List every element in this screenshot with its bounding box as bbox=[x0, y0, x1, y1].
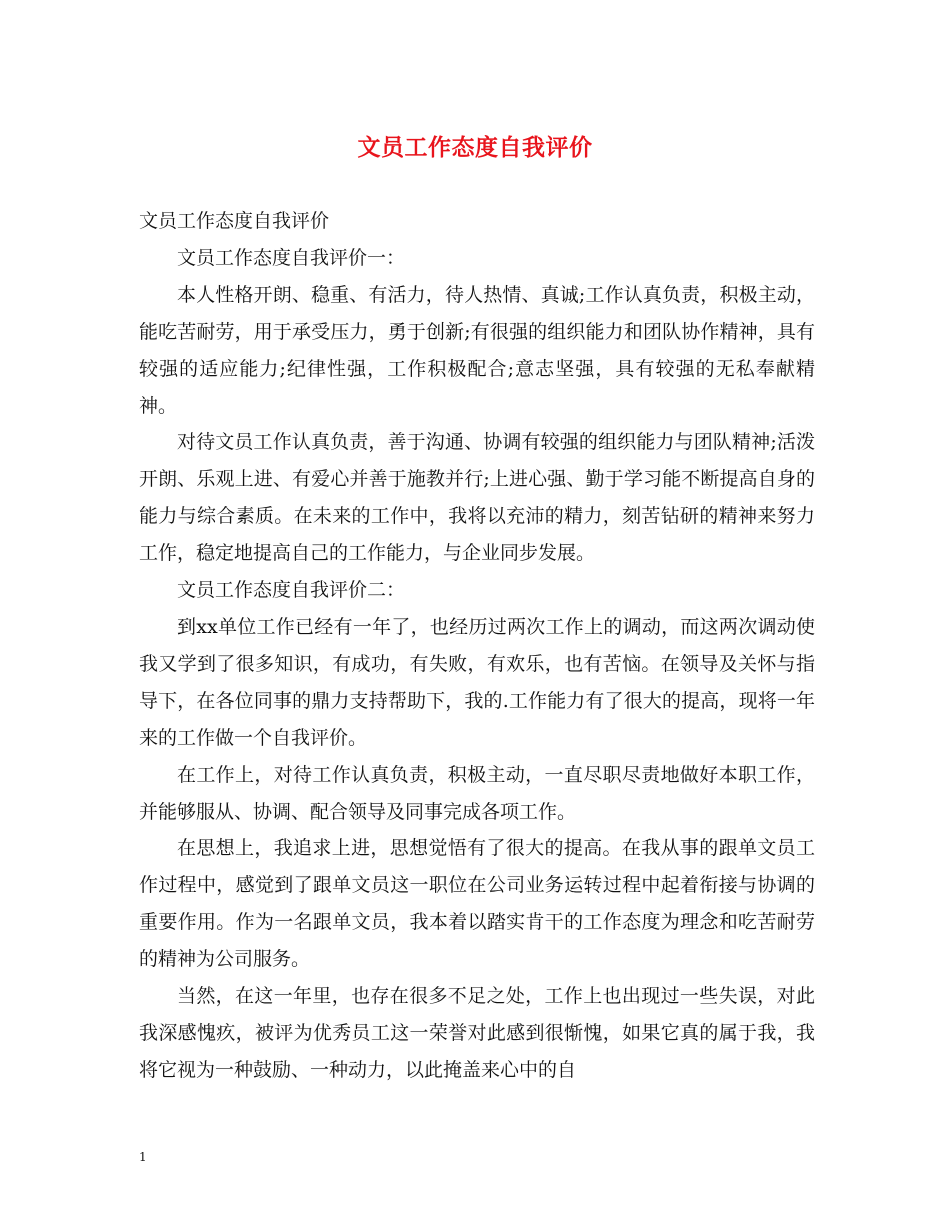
subsection-heading-two: 文员工作态度自我评价二： bbox=[177, 579, 406, 602]
subsection-heading-one: 文员工作态度自我评价一： bbox=[177, 246, 406, 269]
paragraph: 当然，在这一年里，也存在很多不足之处，工作上也出现过一些失误，对此我深感愧疚，被评为优秀员工这一荣誉对此感到很惭愧，如果它真的属于我，我将它视为一种鼓励、一种动力，以此掩盖来心中的自 bbox=[139, 985, 815, 1081]
section-heading: 文员工作态度自我评价 bbox=[139, 210, 330, 232]
paragraph: 本人性格开朗、稳重、有活力，待人热情、真诚;工作认真负责，积极主动，能吃苦耐劳，用于承受压力，勇于创新;有很强的组织能力和团队协作精神，具有较强的适应能力;纪律性强，工作积极配合;意志坚强，具有较强的无私奉献精神。 bbox=[139, 283, 815, 417]
page-number: 1 bbox=[139, 1150, 147, 1164]
document-body bbox=[139, 203, 815, 1089]
paragraph: 到xx单位工作已经有一年了，也经历过两次工作上的调动，而这两次调动使我又学到了很多知识，有成功，有失败，有欢乐，也有苦恼。在领导及关怀与指导下，在各位同事的鼎力支持帮助下，我的.工作能力有了很大的提高，现将一年来的工作做一个自我评价。 bbox=[139, 615, 815, 749]
paragraph: 对待文员工作认真负责，善于沟通、协调有较强的组织能力与团队精神;活泼开朗、乐观上进、有爱心并善于施教并行;上进心强、勤于学习能不断提高自身的能力与综合素质。在未来的工作中，我将以充沛的精力，刻苦钻研的精神来努力工作，稳定地提高自己的工作能力，与企业同步发展。 bbox=[139, 431, 815, 565]
paragraph: 在工作上，对待工作认真负责，积极主动，一直尽职尽责地做好本职工作，并能够服从、协调、配合领导及同事完成各项工作。 bbox=[139, 763, 815, 823]
paragraph: 在思想上，我追求上进，思想觉悟有了很大的提高。在我从事的跟单文员工作过程中，感觉到了跟单文员这一职位在公司业务运转过程中起着衔接与协调的重要作用。作为一名跟单文员，我本着以踏实肯干的工作态度为理念和吃苦耐劳的精神为公司服务。 bbox=[139, 837, 815, 971]
document-title: 文员工作态度自我评价 bbox=[357, 134, 593, 161]
